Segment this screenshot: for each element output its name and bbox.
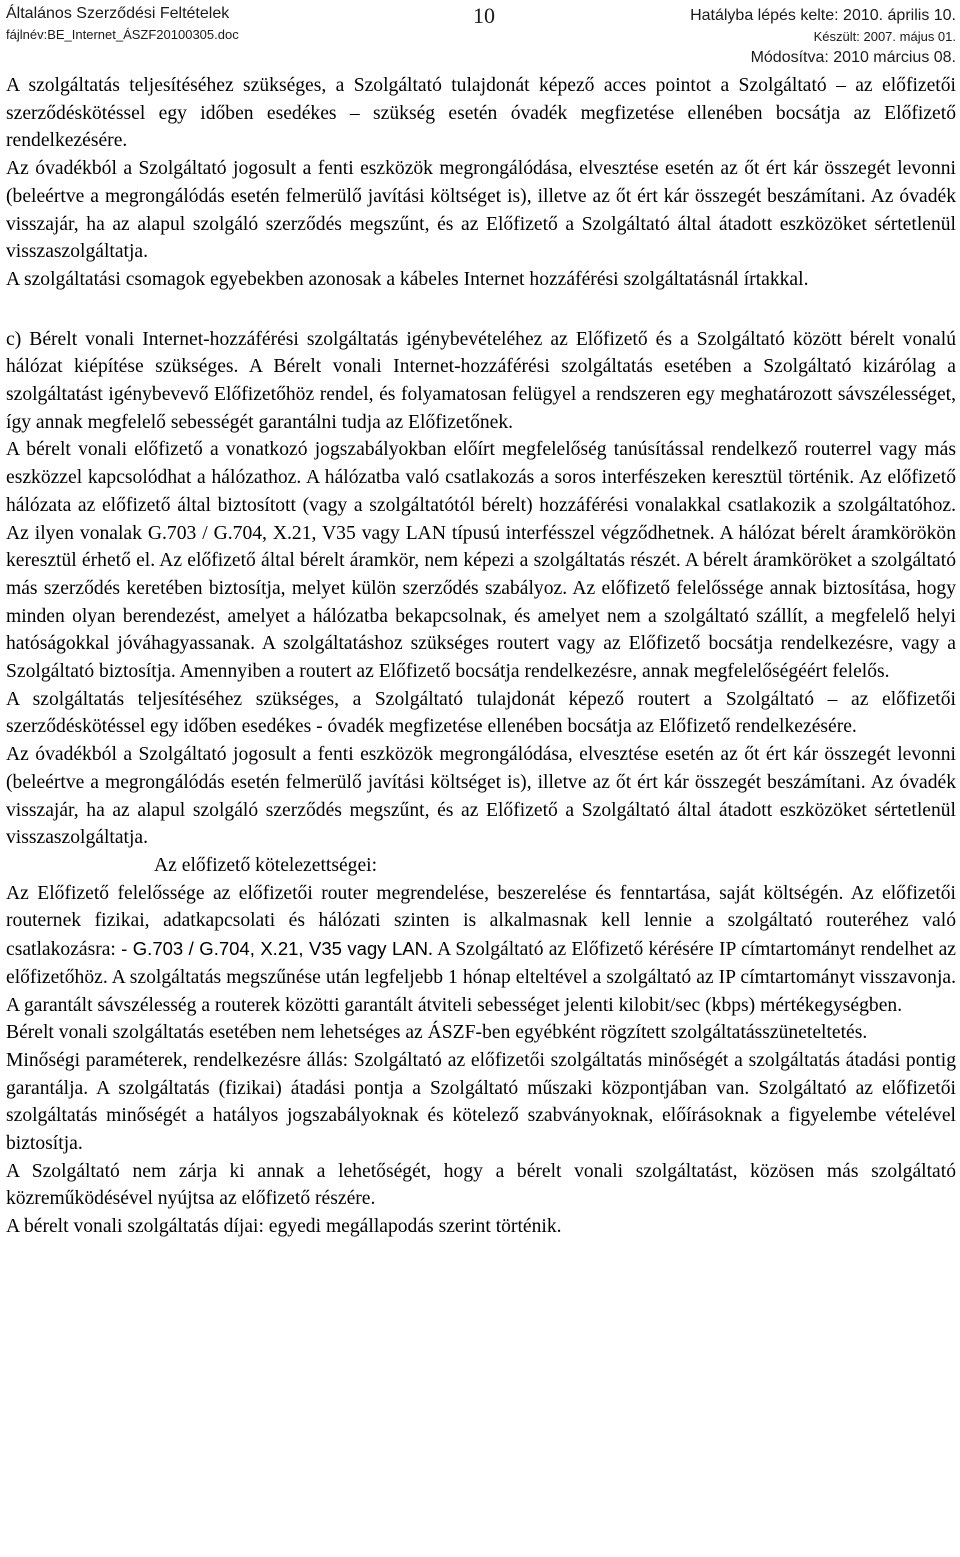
paragraph-leased-line-router: A bérelt vonali előfizető a vonatkozó jogszabályokban előírt megfelelőség tanúsítással rendelkező routerrel vagy más eszközzel kapcsolódhat a hálózathoz. A hálózatba való csatlakozás a soros interfészeken keresztül történik. Az előfizető hálózata az előfizető által biztosított (vagy a szolgáltatótól bérelt) hozzáférési vonalakkal csatlakozik a szolgáltatóhoz. Az ilyen vonalak G.703 / G.704, X.21, V35 vagy LAN típusú interfésszel végződhetnek. A hálózat bérelt áramkörökön keresztül érhető el. Az előfizető által bérelt áramkör, nem képezi a szolgáltatás részét. A bérelt áramköröket a szolgáltató más szerződés keretében biztosítja, melyet külön szerződés szabályoz. Az előfizető felelőssége annak biztosítása, hogy minden olyan berendezést, amelyet a hálózatba bekapcsolnak, és amelyet nem a szolgáltató szállít, a megfelelő helyi hatóságokkal jóváhagyassanak. A szolgáltatáshoz szükséges routert vagy az Előfizető bocsátja rendelkezésre, vagy a Szolgáltató biztosítja. Amennyiben a routert az Előfizető bocsátja rendelkezésre, annak megfelelőségéért felelős.: [6, 439, 956, 683]
document-page: [6, 0, 956, 1241]
paragraph-fees: A bérelt vonali szolgáltatás díjai: egyedi megállapodás szerint történik.: [6, 1216, 562, 1238]
document-body: [6, 72, 956, 1241]
paragraph-router-deposit-deduction: Az óvadékból a Szolgáltató jogosult a fenti eszközök megrongálódása, elvesztése esetén az őt ért kár összegét levonni (beleértve a megrongálódás esetén felmerülő javítási költséget is), illetve az őt ért kár összegét beszámítani. Az óvadék visszajár, ha az alapul szolgáló szerződés megszűnt, és az Előfizető a Szolgáltató által átadott eszközöket sértetlenül visszaszolgáltatja.: [6, 744, 956, 849]
paragraph-no-suspension: Bérelt vonali szolgáltatás esetében nem lehetséges az ÁSZF-ben egyébként rögzített szolgáltatásszüneteltetés.: [6, 1022, 868, 1044]
header-modified-date: Módosítva: 2010 március 08.: [750, 49, 956, 66]
paragraph-access-point-deposit: A szolgáltatás teljesítéséhez szükséges, a Szolgáltató tulajdonát képező acces pointot a Szolgáltató – az előfizetői szerződéskötéssel egy időben esedékes – szükség esetén óvadék megfizetése ellenében bocsátja az Előfizető rendelkezésére.: [6, 75, 956, 152]
paragraph-router-deposit: A szolgáltatás teljesítéséhez szükséges, a Szolgáltató tulajdonát képező routert a Szolgáltató – az előfizetői szerződéskötéssel egy időben esedékes - óvadék megfizetése ellenében bocsátja az Előfizető rendelkezésére.: [6, 688, 956, 738]
obligations-interfaces: - G.703 / G.704, X.21, V35 vagy LAN: [121, 938, 428, 960]
obligations-text-part1: Az Előfizető felelőssége az előfizetői router megrendelése, beszerelése és fenntartása, saját költségén. Az előfizetői routernek fizikai, adatkapcsolati és hálózati szinten is alkalmasnak kell lennie a szolgáltató routeréhez való csatlakozásra:: [6, 882, 956, 961]
header-effective-date: Hatályba lépés kelte: 2010. április 10.: [690, 7, 956, 24]
paragraph-service-packages: A szolgáltatási csomagok egyebekben azonosak a kábeles Internet hozzáférési szolgáltatásnál írtakkal.: [6, 268, 809, 290]
paragraph-spacer: [6, 294, 956, 326]
obligations-text-part2: . A Szolgáltató az Előfizető kérésére IP címtartományt rendelhet az előfizetőhöz. A szolgáltatás megszűnése után legfeljebb 1 hónap elteltével a szolgáltató az IP címtartományt visszavonja. A garantált sávszélesség a routerek közötti garantált átviteli sebességet jelenti kilobit/sec (kbps) mértékegységben.: [6, 939, 956, 1016]
paragraph-leased-line-intro: c) Bérelt vonali Internet-hozzáférési szolgáltatás igénybevételéhez az Előfizető és a Szolgáltató között bérelt vonalú hálózat kiépítése szükséges. A Bérelt vonali Internet-hozzáférési szolgáltatás esetében a Szolgáltató kizárólag a szolgáltatást igénybevevő Előfizetőhöz rendel, és folyamatosan felügyel a rendszeren egy meghatározott sávszélességet, így annak megfelelő sebességét garantálni tudja az Előfizetőnek.: [6, 328, 956, 433]
header-dates: [690, 5, 956, 69]
paragraph-third-party-provider: A Szolgáltató nem zárja ki annak a lehetőségét, hogy a bérelt vonali szolgáltatást, közösen más szolgáltató közreműködésével nyújtsa az előfizető részére.: [6, 1160, 956, 1210]
header-filename: fájlnév:BE_Internet_ÁSZF20100305.doc: [6, 27, 239, 42]
paragraph-deposit-deduction: Az óvadékból a Szolgáltató jogosult a fenti eszközök megrongálódása, elvesztése esetén az őt ért kár összegét levonni (beleértve a megrongálódás esetén felmerülő javítási költséget is), illetve az őt ért kár összegét beszámítani. Az óvadék visszajár, ha az alapul szolgáló szerződés megszűnt, és az Előfizető a Szolgáltató által átadott eszközöket sértetlenül visszaszolgáltatja.: [6, 158, 956, 263]
header-created-date: Készült: 2007. május 01.: [813, 29, 956, 44]
header-page-number: 10: [473, 3, 495, 28]
paragraph-quality-parameters: Minőségi paraméterek, rendelkezésre állás: Szolgáltató az előfizetői szolgáltatás minőségét a szolgáltatás átadási pontig garantálja. A szolgáltatás (fizikai) átadási pontja a Szolgáltató műszaki központjában van. Szolgáltató az előfizetői szolgáltatás minőségét a hatályos jogszabályoknak és kötelező szabványoknak, előírásoknak a figyelembe vételével biztosítja.: [6, 1049, 956, 1155]
header-doc-title: Általános Szerződési Feltételek: [6, 5, 230, 22]
subheading-subscriber-obligations: Az előfizető kötelezettségei:: [154, 854, 378, 876]
paragraph-subscriber-obligations: [6, 880, 956, 1020]
page-header: [6, 0, 956, 72]
